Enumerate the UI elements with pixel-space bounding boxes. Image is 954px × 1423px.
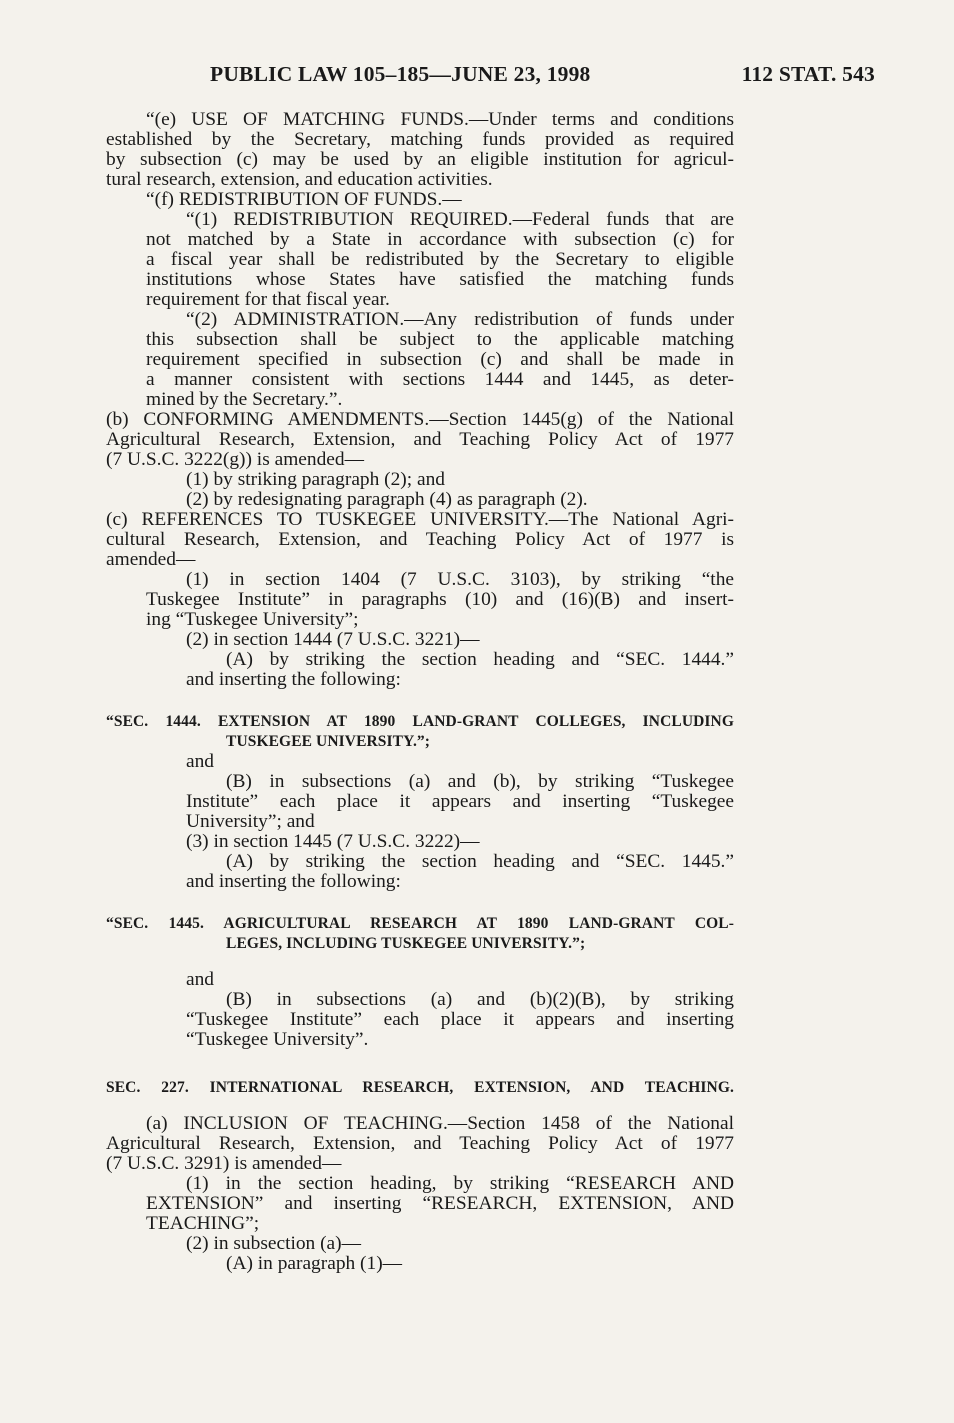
text-line: (1) in the section heading, by striking “RESEARCH AND	[186, 1173, 734, 1194]
text-line: institutions whose States have satisfied the matching funds	[146, 269, 734, 290]
section-heading-227: SEC. 227. INTERNATIONAL RESEARCH, EXTENSION, AND TEACHING.	[106, 1079, 734, 1096]
text-line: “(2) ADMINISTRATION.—Any redistribution of funds under	[186, 309, 734, 330]
section-heading-1445: “SEC. 1445. AGRICULTURAL RESEARCH AT 1890 LAND-GRANT COL-	[106, 915, 734, 932]
text-line: and inserting the following:	[186, 871, 401, 892]
section-heading-1445-cont: LEGES, INCLUDING TUSKEGEE UNIVERSITY.”;	[226, 935, 586, 952]
text-line: (B) in subsections (a) and (b)(2)(B), by striking	[226, 989, 734, 1010]
text-line: a manner consistent with sections 1444 and 1445, as deter-	[146, 369, 734, 390]
text-line: TEACHING”;	[146, 1213, 260, 1234]
text-line: (A) by striking the section heading and “SEC. 1445.”	[226, 851, 734, 872]
text-line: (2) in section 1444 (7 U.S.C. 3221)—	[186, 629, 480, 650]
text-line: “Tuskegee University”.	[186, 1029, 369, 1050]
text-line: by subsection (c) may be used by an eligible institution for agricul-	[106, 149, 734, 170]
text-line: and inserting the following:	[186, 669, 401, 690]
text-line: (A) by striking the section heading and “SEC. 1444.”	[226, 649, 734, 670]
text-line: (3) in section 1445 (7 U.S.C. 3222)—	[186, 831, 480, 852]
text-line: (A) in paragraph (1)—	[226, 1253, 403, 1274]
text-line: Agricultural Research, Extension, and Teaching Policy Act of 1977	[106, 1133, 734, 1154]
text-line: Agricultural Research, Extension, and Teaching Policy Act of 1977	[106, 429, 734, 450]
text-line: (1) in section 1404 (7 U.S.C. 3103), by striking “the	[186, 569, 734, 590]
text-line: (c) REFERENCES TO TUSKEGEE UNIVERSITY.—The National Agri-	[106, 509, 734, 530]
text-line: requirement for that fiscal year.	[146, 289, 390, 310]
text-line: (a) INCLUSION OF TEACHING.—Section 1458 of the National	[146, 1113, 734, 1134]
text-line: and	[186, 969, 214, 990]
text-line: ing “Tuskegee University”;	[146, 609, 359, 630]
text-line: amended—	[106, 549, 196, 570]
section-heading-1444-cont: TUSKEGEE UNIVERSITY.”;	[226, 733, 431, 750]
text-line: University”; and	[186, 811, 315, 832]
text-line: “Tuskegee Institute” each place it appears and inserting	[186, 1009, 734, 1030]
text-line: Tuskegee Institute” in paragraphs (10) and (16)(B) and insert-	[146, 589, 734, 610]
text-line: and	[186, 751, 214, 772]
body-text	[106, 110, 734, 1274]
text-line: “(1) REDISTRIBUTION REQUIRED.—Federal funds that are	[186, 209, 734, 230]
text-line: “(e) USE OF MATCHING FUNDS.—Under terms and conditions	[146, 109, 734, 130]
text-line: (1) by striking paragraph (2); and	[186, 469, 445, 490]
text-line: requirement specified in subsection (c) and shall be made in	[146, 349, 734, 370]
text-line: “(f) REDISTRIBUTION OF FUNDS.—	[146, 189, 462, 210]
header-stat-page: 112 STAT. 543	[741, 62, 875, 86]
text-line: a fiscal year shall be redistributed by the Secretary to eligible	[146, 249, 734, 270]
text-line: Institute” each place it appears and inserting “Tuskegee	[186, 791, 734, 812]
text-line: mined by the Secretary.”.	[146, 389, 343, 410]
text-line: (7 U.S.C. 3222(g)) is amended—	[106, 449, 364, 470]
text-line: cultural Research, Extension, and Teaching Policy Act of 1977 is	[106, 529, 734, 550]
text-line: (B) in subsections (a) and (b), by striking “Tuskegee	[226, 771, 734, 792]
section-heading-1444: “SEC. 1444. EXTENSION AT 1890 LAND-GRANT COLLEGES, INCLUDING	[106, 713, 734, 730]
text-line: not matched by a State in accordance with subsection (c) for	[146, 229, 734, 250]
text-line: (b) CONFORMING AMENDMENTS.—Section 1445(g) of the National	[106, 409, 734, 430]
text-line: (7 U.S.C. 3291) is amended—	[106, 1153, 342, 1174]
text-line: (2) by redesignating paragraph (4) as paragraph (2).	[186, 489, 588, 510]
text-line: this subsection shall be subject to the applicable matching	[146, 329, 734, 350]
text-line: tural research, extension, and education activities.	[106, 169, 493, 190]
text-line: EXTENSION” and inserting “RESEARCH, EXTENSION, AND	[146, 1193, 734, 1214]
text-line: (2) in subsection (a)—	[186, 1233, 362, 1254]
header-citation: PUBLIC LAW 105–185—JUNE 23, 1998	[210, 62, 591, 86]
text-line: established by the Secretary, matching funds provided as required	[106, 129, 734, 150]
